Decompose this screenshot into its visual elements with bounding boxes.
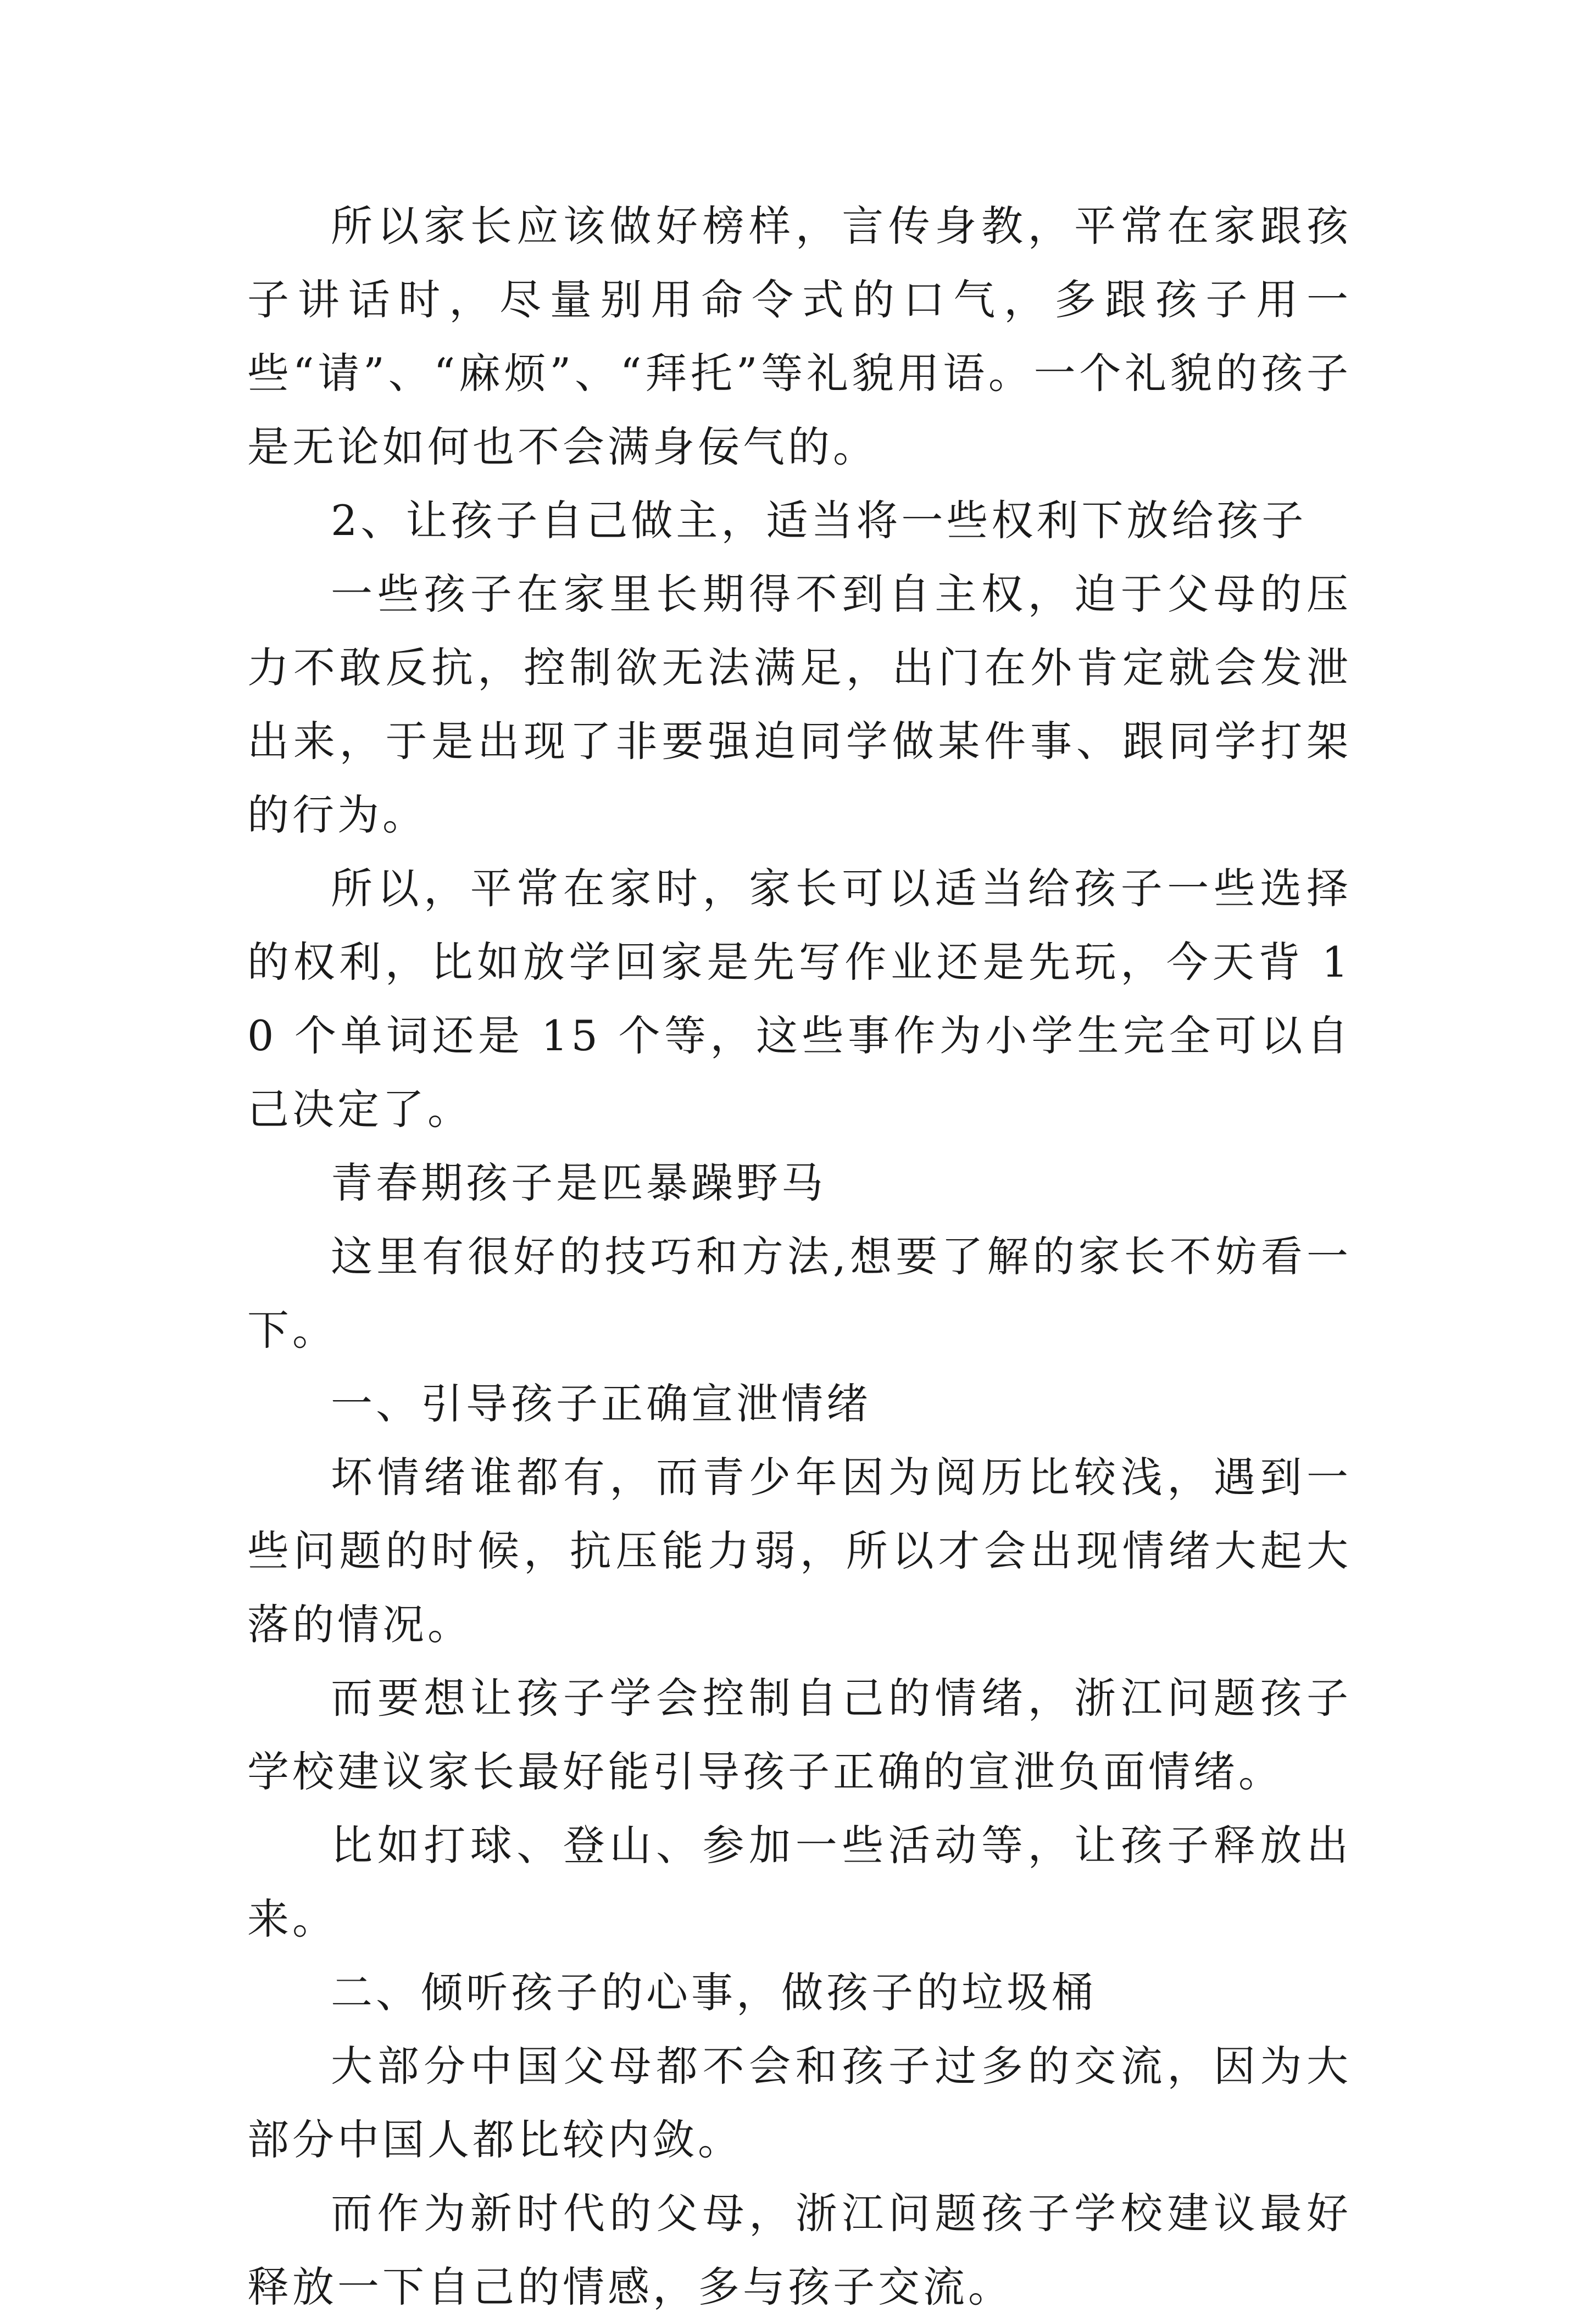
paragraph: 所以，平常在家时，家长可以适当给孩子一些选择的权利，比如放学回家是先写作业还是先玩，今天背 10 个单词还是 15 个等，这些事作为小学生完全可以自己决定了。 (247, 864, 1352, 1134)
paragraph: 所以家长应该做好榜样，言传身教，平常在家跟孩子讲话时，尽量别用命令式的口气，多跟孩子用一些“请”、“麻烦”、“拜托”等礼貌用语。一个礼貌的孩子是无论如何也不会满身佞气的。 (247, 202, 1352, 471)
paragraph: 这里有很好的技巧和方法,想要了解的家长不妨看一下。 (247, 1232, 1352, 1355)
section-heading: 一、引导孩子正确宣泄情绪 (331, 1379, 871, 1428)
paragraph: 而要想让孩子学会控制自己的情绪，浙江问题孩子学校建议家长最好能引导孩子正确的宣泄负面情绪。 (247, 1674, 1352, 1796)
section-heading: 2、让孩子自己做主，适当将一些权利下放给孩子 (331, 496, 1307, 545)
section-heading: 二、倾听孩子的心事，做孩子的垃圾桶 (331, 1968, 1097, 2017)
paragraph: 大部分中国父母都不会和孩子过多的交流，因为大部分中国人都比较内敛。 (247, 2042, 1352, 2164)
paragraph: 比如打球、登山、参加一些活动等，让孩子释放出来。 (247, 1821, 1352, 1943)
paragraph: 一些孩子在家里长期得不到自主权，迫于父母的压力不敢反抗，控制欲无法满足，出门在外肯定就会发泄出来，于是出现了非要强迫同学做某件事、跟同学打架的行为。 (247, 570, 1352, 839)
paragraph: 坏情绪谁都有，而青少年因为阅历比较浅，遇到一些问题的时候，抗压能力弱，所以才会出现情绪大起大落的情况。 (247, 1453, 1352, 1649)
paragraph: 而作为新时代的父母，浙江问题孩子学校建议最好释放一下自己的情感，多与孩子交流。 (247, 2189, 1352, 2311)
section-heading: 青春期孩子是匹暴躁野马 (331, 1158, 826, 1207)
document-body (247, 190, 1352, 2324)
